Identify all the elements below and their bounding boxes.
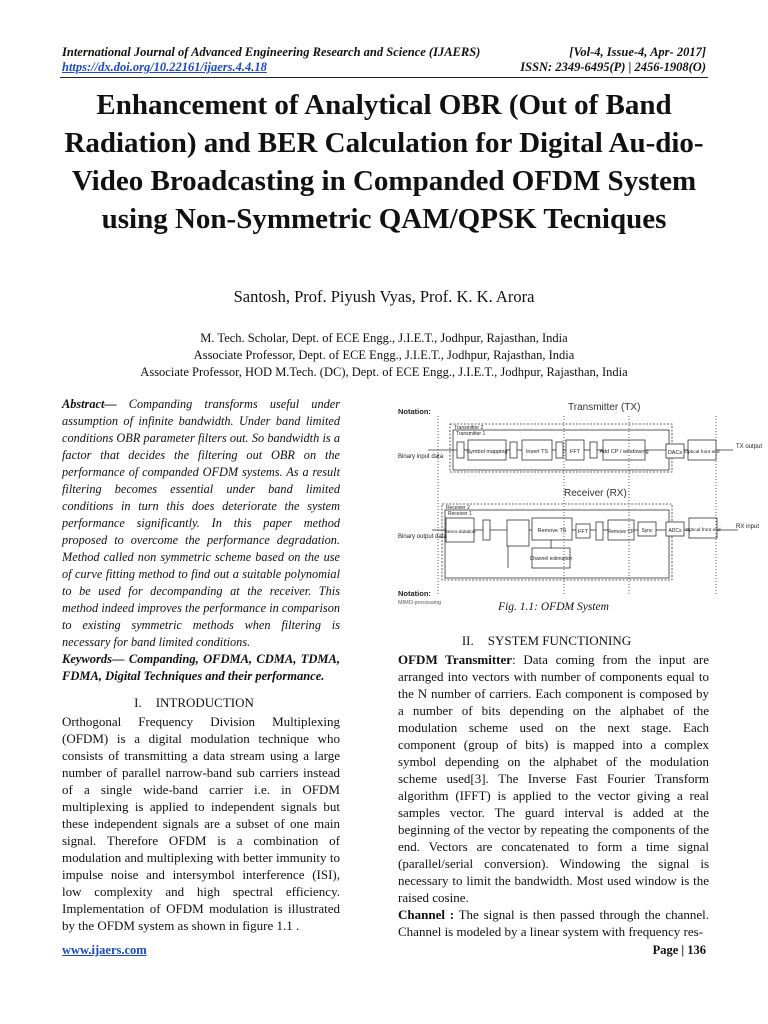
channel-text: The signal is then passed through the channel. Channel is modeled by a linear system with frequency res- [398,907,710,939]
section-title: INTRODUCTION [155,695,254,710]
keywords-text: Companding, OFDMA, CDMA, TDMA, FDMA, Digital Techniques and their performance. [62,652,340,683]
block-insert-ts: Insert TS [525,449,549,455]
affiliation-1: M. Tech. Scholar, Dept. of ECE Engg., J.I.E.T., Jodhpur, Rajasthan, India [200,331,568,345]
abstract-text: Companding transforms useful under assumption of infinite bandwidth. Under band limited conditions OBR parameter filters out. So bandwidth is a factor that decides the filtering out OBR on the performance of companded OFDM systems. As a result filtering becomes essential under band limited conditions in turn this does deteriorate the system performance significantly. In this paper method proposed to overcome the performance degradation. Method called non symmetric scheme based on the use of curve fitting method to find out a suitable polynomial to be used for decompanding at the receiver. This method indeed improves the performance in comparison to existing symmetric methods when filtering is necessary for band limited conditions. [62,397,340,649]
issue-info: [Vol-4, Issue-4, Apr- 2017] [569,45,706,59]
ofdm-system-figure [398,396,768,606]
affiliation-2: Associate Professor, Dept. of ECE Engg., J.I.E.T., Jodhpur, Rajasthan, India [193,348,575,362]
left-column [62,396,340,934]
receiver-2-label: Receiver 2 [446,505,470,511]
block-rx-fft: FFT [577,529,589,535]
journal-name: International Journal of Advanced Engineering Research and Science (IJAERS) [62,45,481,59]
block-add-cp: Add CP / windowing [599,449,649,455]
mimo-label: MIMO processing [398,600,442,606]
section-number: II. [461,633,474,648]
right-column [398,632,709,940]
binary-output-label: Binary output data [398,534,447,540]
block-dacs: DACs [667,450,683,456]
header-rule [60,77,708,78]
block-symbol-mapping: Symbol mapping [466,449,508,455]
rx-title: Receiver (RX) [564,488,627,499]
transmitter-1-label: Transmitter 1 [456,431,486,437]
keywords [62,651,340,685]
block-sync: Sync [641,528,653,534]
block-remove-ts: Remove TS [537,528,567,534]
ofdm-block-diagram [398,396,768,606]
author-list: Santosh, Prof. Piyush Vyas, Prof. K. K. Arora [233,287,535,306]
section-title: SYSTEM FUNCTIONING [487,633,632,648]
keywords-label: Keywords— [62,652,125,666]
tx-notation-label: Notation: [398,407,431,416]
block-channel-estimation: Channel estimation [529,556,573,562]
block-adcs: ADCs [668,528,682,534]
abstract-label: Abstract— [62,397,117,411]
ofdm-transmitter-label: OFDM Transmitter [398,652,513,667]
ofdm-transmitter-paragraph [398,651,709,906]
tx-output-label: TX output [736,444,763,450]
doi-link[interactable]: https://dx.doi.org/10.22161/ijaers.4.4.18 [62,60,267,74]
rx-input-label: RX input [736,524,760,530]
channel-paragraph [398,906,709,940]
block-tx-fft: FFT [569,449,581,455]
journal-website-link[interactable]: www.ijaers.com [62,943,147,957]
section-heading-system-functioning [398,632,709,649]
receiver-1-label: Receiver 1 [448,511,472,517]
affiliation-3: Associate Professor, HOD M.Tech. (DC), Dept. of ECE Engg., J.I.E.T., Jodhpur, Rajasthan, India [140,365,628,379]
ofdm-transmitter-text: : Data coming from the input are arranged into vectors with number of components equal to the N number of carriers. Each component is composed by a number of bits depending on the alphabet of the modulation scheme used on the next stage. Each component (group of bits) is mapped into a complex symbol depending on the alphabet of the modulation scheme used[3]. The Inverse Fast Fourier Transform algorithm (IFFT) is applied to the vector giving a real samples vector. The guard interval is added at the beginning of the vector by repeating the components of the end. Vectors are concatenated to form a time signal (parallel/serial conversion). Windowing the signal is necessary to limit the bandwidth. Most used window is the raised cosine. [398,652,709,905]
block-remove-cp: Remove CP [607,529,635,535]
affiliations [0,330,768,381]
channel-label: Channel : [398,907,455,922]
page-number: Page | 136 [652,943,706,957]
rx-notation-label: Notation: [398,589,431,598]
issn-info: ISSN: 2349-6495(P) | 2456-1908(O) [520,60,706,74]
transmitter-2-label: Transmitter 2 [454,425,484,431]
tx-title: Transmitter (TX) [568,402,641,413]
section-number: I. [134,695,142,710]
block-tx-optical: Optical front end [684,450,720,455]
binary-input-label: Binary input data [398,454,444,460]
introduction-paragraph: Orthogonal Frequency Division Multiplexing (OFDM) is a digital modulation technique who consists of transmitting a data stream using a large number of parallel narrow-band sub carriers instead of a single wide-band carrier i.e. in OFDM multiplexing is applied to independent signals but these independent signals are a subset of one main signal. Therefore OFDM is a combination of modulation and multiplexing with better immunity to impulse noise and intersymbol interference (ISI), low complexity and high spectral efficiency. Implementation of OFDM modulation is illustrated by the OFDM system as shown in figure 1.1 . [62,714,340,933]
figure-caption: Fig. 1.1: OFDM System [498,601,609,613]
section-heading-introduction [62,694,340,711]
block-rx-optical: Optical front end [685,528,721,533]
block-demodulation: Demo-dulation [444,530,476,535]
abstract [62,396,340,651]
paper-title: Enhancement of Analytical OBR (Out of Band Radiation) and BER Calculation for Digital Au-dio-Video Broadcasting in Companded OFDM System using Non-Symmetric QAM/QPSK Tecniques [64,89,704,235]
